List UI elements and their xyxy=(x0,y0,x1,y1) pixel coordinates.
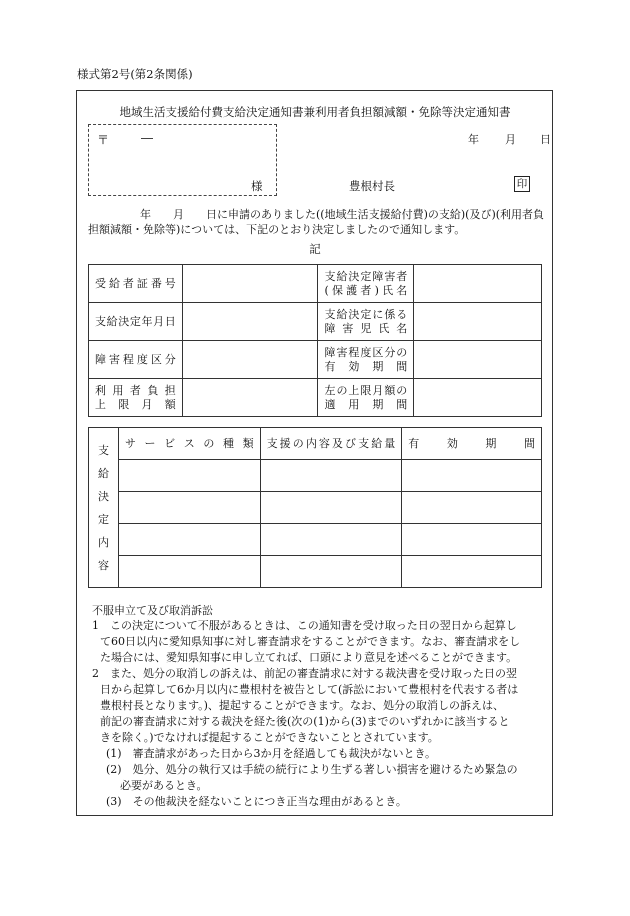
service-side-label: 支 給 決 定 内 容 xyxy=(89,428,119,588)
service-cell[interactable] xyxy=(402,460,542,492)
label-recipient-number: 受給者証番号 xyxy=(89,265,183,303)
label-class-validity: 障害程度区分の 有効期間 xyxy=(318,341,414,379)
label-child-name: 支給決定に係る 障害児氏名 xyxy=(318,303,414,341)
service-cell[interactable] xyxy=(118,556,260,588)
value-decided-person-name[interactable] xyxy=(414,265,542,303)
label-limit-period: 左の上限月額の 適用期間 xyxy=(318,379,414,417)
form-label: 様式第2号(第2条関係) xyxy=(77,67,193,81)
table-row xyxy=(89,492,542,524)
service-cell[interactable] xyxy=(260,460,402,492)
appeal-line: 日から起算して6か月以内に豊根村を被告として(訴訟において豊根村を代表する者は xyxy=(100,683,519,696)
value-class-validity[interactable] xyxy=(414,341,542,379)
service-cell[interactable] xyxy=(118,492,260,524)
value-recipient-number[interactable] xyxy=(182,265,318,303)
table-row xyxy=(89,303,542,341)
table-row xyxy=(89,556,542,588)
table-row xyxy=(89,379,542,417)
value-limit-period[interactable] xyxy=(414,379,542,417)
notice-text: 年 月 日に申請のありました((地域生活支援給付費)の支給)(及び)(利用者負担額減額・免除等)については、下記のとおり決定しましたので通知します。 xyxy=(88,208,545,236)
sender-name: 豊根村長 xyxy=(349,179,395,193)
appeal-line: 前記の審査請求に対する裁決を経た後(次の(1)から(3)までのいずれかに該当すると xyxy=(100,715,510,728)
info-table xyxy=(88,264,542,417)
label-burden-limit: 利用者負担 上限月額 xyxy=(89,379,183,417)
table-row xyxy=(89,265,542,303)
date-year: 年 xyxy=(468,133,479,146)
appeal-line: きを除く。)でなければ提起することができないこととされています。 xyxy=(100,731,439,744)
service-cell[interactable] xyxy=(118,460,260,492)
value-disability-class[interactable] xyxy=(182,341,318,379)
service-cell[interactable] xyxy=(260,556,402,588)
ki-heading: 記 xyxy=(309,242,321,256)
service-cell[interactable] xyxy=(260,492,402,524)
appeal-line: (2) 処分、処分の執行又は手続の続行により生ずる著しい損害を避けるため緊急の xyxy=(106,763,518,776)
label-decided-person-name: 支給決定障害者 (保護者)氏名 xyxy=(318,265,414,303)
address-box xyxy=(88,124,277,196)
seal-mark: 印 xyxy=(514,176,530,192)
service-table xyxy=(88,427,542,588)
label-decision-date: 支給決定年月日 xyxy=(89,303,183,341)
appeal-line: 豊根村長となります。)、提起することができます。なお、処分の取消しの訴えは、 xyxy=(100,699,505,712)
date-day: 日 xyxy=(540,133,551,146)
label-disability-class: 障害程度区分 xyxy=(89,341,183,379)
appeal-line: (1) 審査請求があった日から3か月を経過しても裁決がないとき。 xyxy=(106,747,437,760)
value-burden-limit[interactable] xyxy=(182,379,318,417)
appeal-line: (3) その他裁決を経ないことにつき正当な理由があるとき。 xyxy=(106,795,407,808)
service-cell[interactable] xyxy=(402,556,542,588)
table-row xyxy=(89,341,542,379)
appeal-line: 1 この決定について不服があるときは、この通知書を受け取った日の翌日から起算し xyxy=(92,619,517,632)
postal-dash: ― xyxy=(141,131,153,145)
value-child-name[interactable] xyxy=(414,303,542,341)
table-row xyxy=(89,524,542,556)
postal-mark: 〒 xyxy=(97,133,110,147)
appeal-line: て60日以内に愛知県知事に対し審査請求をすることができます。なお、審査請求をし xyxy=(100,635,521,648)
honorific-sama: 様 xyxy=(251,179,263,193)
date-month: 月 xyxy=(505,133,516,146)
table-row xyxy=(89,460,542,492)
appeal-line: た場合には、愛知県知事に申し立てれば、口頭により意見を述べることができます。 xyxy=(100,651,518,664)
header-validity-period: 有効期間 xyxy=(402,428,542,460)
appeal-line: 2 また、処分の取消しの訴えは、前記の審査請求に対する裁決書を受け取った日の翌 xyxy=(92,667,517,680)
table-row xyxy=(89,428,542,460)
service-cell[interactable] xyxy=(402,524,542,556)
appeal-line: 必要があるとき。 xyxy=(120,779,208,792)
document-title: 地域生活支援給付費支給決定通知書兼利用者負担額減額・免除等決定通知書 xyxy=(119,105,511,119)
service-cell[interactable] xyxy=(118,524,260,556)
service-cell[interactable] xyxy=(260,524,402,556)
value-decision-date[interactable] xyxy=(182,303,318,341)
appeal-heading: 不服申立て及び取消訴訟 xyxy=(92,604,213,617)
service-cell[interactable] xyxy=(402,492,542,524)
header-service-type: サービスの種類 xyxy=(118,428,260,460)
header-support-content: 支援の内容及び支給量 xyxy=(260,428,402,460)
